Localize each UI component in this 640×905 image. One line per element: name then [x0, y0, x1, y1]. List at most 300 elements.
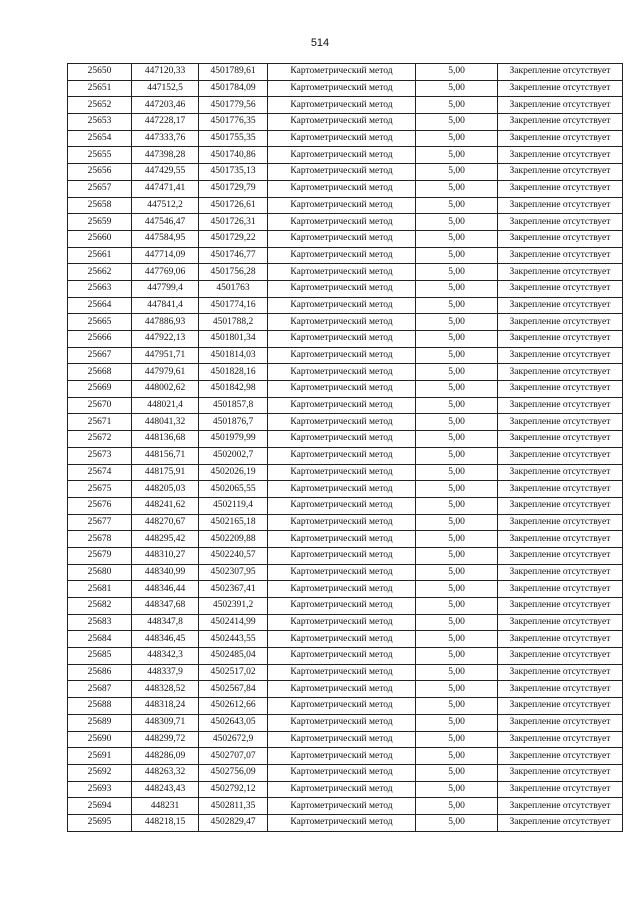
method-cell: Картометрический метод — [268, 514, 416, 531]
table-row — [68, 514, 623, 531]
point-number-cell: 25680 — [68, 564, 132, 581]
x-coordinate-cell: 448270,67 — [132, 514, 199, 531]
method-cell: Картометрический метод — [268, 414, 416, 431]
fixation-cell: Закрепление отсутствует — [498, 397, 623, 414]
table-row — [68, 331, 623, 348]
point-number-cell: 25681 — [68, 581, 132, 598]
fixation-cell: Закрепление отсутствует — [498, 614, 623, 631]
point-number-cell: 25675 — [68, 481, 132, 498]
point-number-cell: 25676 — [68, 497, 132, 514]
y-coordinate-cell: 4501801,34 — [199, 331, 268, 348]
fixation-cell: Закрепление отсутствует — [498, 114, 623, 131]
y-coordinate-cell: 4501788,2 — [199, 314, 268, 331]
x-coordinate-cell: 448295,42 — [132, 531, 199, 548]
method-cell: Картометрический метод — [268, 464, 416, 481]
point-number-cell: 25688 — [68, 698, 132, 715]
y-coordinate-cell: 4501726,61 — [199, 197, 268, 214]
point-number-cell: 25658 — [68, 197, 132, 214]
table-row — [68, 814, 623, 831]
x-coordinate-cell: 447228,17 — [132, 114, 199, 131]
x-coordinate-cell: 447799,4 — [132, 280, 199, 297]
table-row — [68, 297, 623, 314]
accuracy-cell: 5,00 — [416, 447, 498, 464]
point-number-cell: 25678 — [68, 531, 132, 548]
y-coordinate-cell: 4501784,09 — [199, 80, 268, 97]
table-row — [68, 764, 623, 781]
accuracy-cell: 5,00 — [416, 381, 498, 398]
method-cell: Картометрический метод — [268, 214, 416, 231]
fixation-cell: Закрепление отсутствует — [498, 731, 623, 748]
method-cell: Картометрический метод — [268, 230, 416, 247]
accuracy-cell: 5,00 — [416, 581, 498, 598]
y-coordinate-cell: 4502002,7 — [199, 447, 268, 464]
table-row — [68, 130, 623, 147]
point-number-cell: 25679 — [68, 547, 132, 564]
table-row — [68, 581, 623, 598]
y-coordinate-cell: 4501876,7 — [199, 414, 268, 431]
point-number-cell: 25657 — [68, 180, 132, 197]
accuracy-cell: 5,00 — [416, 64, 498, 81]
x-coordinate-cell: 447333,76 — [132, 130, 199, 147]
accuracy-cell: 5,00 — [416, 531, 498, 548]
method-cell: Картометрический метод — [268, 331, 416, 348]
accuracy-cell: 5,00 — [416, 314, 498, 331]
y-coordinate-cell: 4501842,98 — [199, 381, 268, 398]
table-row — [68, 547, 623, 564]
accuracy-cell: 5,00 — [416, 614, 498, 631]
fixation-cell: Закрепление отсутствует — [498, 364, 623, 381]
x-coordinate-cell: 448347,8 — [132, 614, 199, 631]
fixation-cell: Закрепление отсутствует — [498, 431, 623, 448]
method-cell: Картометрический метод — [268, 731, 416, 748]
fixation-cell: Закрепление отсутствует — [498, 414, 623, 431]
method-cell: Картометрический метод — [268, 531, 416, 548]
table-row — [68, 197, 623, 214]
accuracy-cell: 5,00 — [416, 481, 498, 498]
method-cell: Картометрический метод — [268, 247, 416, 264]
y-coordinate-cell: 4501756,28 — [199, 264, 268, 281]
method-cell: Картометрический метод — [268, 814, 416, 831]
method-cell: Картометрический метод — [268, 347, 416, 364]
method-cell: Картометрический метод — [268, 481, 416, 498]
method-cell: Картометрический метод — [268, 598, 416, 615]
point-number-cell: 25661 — [68, 247, 132, 264]
y-coordinate-cell: 4502672,9 — [199, 731, 268, 748]
fixation-cell: Закрепление отсутствует — [498, 664, 623, 681]
method-cell: Картометрический метод — [268, 714, 416, 731]
point-number-cell: 25685 — [68, 648, 132, 665]
fixation-cell: Закрепление отсутствует — [498, 331, 623, 348]
method-cell: Картометрический метод — [268, 297, 416, 314]
x-coordinate-cell: 448347,68 — [132, 598, 199, 615]
table-row — [68, 531, 623, 548]
point-number-cell: 25663 — [68, 280, 132, 297]
method-cell: Картометрический метод — [268, 781, 416, 798]
x-coordinate-cell: 448342,3 — [132, 648, 199, 665]
accuracy-cell: 5,00 — [416, 798, 498, 815]
method-cell: Картометрический метод — [268, 648, 416, 665]
x-coordinate-cell: 448175,91 — [132, 464, 199, 481]
y-coordinate-cell: 4502209,88 — [199, 531, 268, 548]
x-coordinate-cell: 448310,27 — [132, 547, 199, 564]
accuracy-cell: 5,00 — [416, 681, 498, 698]
fixation-cell: Закрепление отсутствует — [498, 514, 623, 531]
y-coordinate-cell: 4501726,31 — [199, 214, 268, 231]
y-coordinate-cell: 4502391,2 — [199, 598, 268, 615]
y-coordinate-cell: 4502517,02 — [199, 664, 268, 681]
table-row — [68, 97, 623, 114]
point-number-cell: 25652 — [68, 97, 132, 114]
method-cell: Картометрический метод — [268, 364, 416, 381]
y-coordinate-cell: 4502567,84 — [199, 681, 268, 698]
method-cell: Картометрический метод — [268, 581, 416, 598]
fixation-cell: Закрепление отсутствует — [498, 564, 623, 581]
method-cell: Картометрический метод — [268, 397, 416, 414]
table-row — [68, 414, 623, 431]
accuracy-cell: 5,00 — [416, 147, 498, 164]
table-row — [68, 464, 623, 481]
method-cell: Картометрический метод — [268, 798, 416, 815]
accuracy-cell: 5,00 — [416, 648, 498, 665]
x-coordinate-cell: 448286,09 — [132, 748, 199, 765]
accuracy-cell: 5,00 — [416, 180, 498, 197]
table-row — [68, 114, 623, 131]
x-coordinate-cell: 448340,99 — [132, 564, 199, 581]
point-number-cell: 25693 — [68, 781, 132, 798]
accuracy-cell: 5,00 — [416, 230, 498, 247]
y-coordinate-cell: 4501776,35 — [199, 114, 268, 131]
method-cell: Картометрический метод — [268, 698, 416, 715]
y-coordinate-cell: 4501740,86 — [199, 147, 268, 164]
x-coordinate-cell: 447429,55 — [132, 164, 199, 181]
table-row — [68, 147, 623, 164]
x-coordinate-cell: 447951,71 — [132, 347, 199, 364]
table-row — [68, 364, 623, 381]
accuracy-cell: 5,00 — [416, 497, 498, 514]
fixation-cell: Закрепление отсутствует — [498, 264, 623, 281]
fixation-cell: Закрепление отсутствует — [498, 164, 623, 181]
table-row — [68, 64, 623, 81]
point-number-cell: 25682 — [68, 598, 132, 615]
y-coordinate-cell: 4501857,8 — [199, 397, 268, 414]
fixation-cell: Закрепление отсутствует — [498, 247, 623, 264]
fixation-cell: Закрепление отсутствует — [498, 464, 623, 481]
point-number-cell: 25668 — [68, 364, 132, 381]
x-coordinate-cell: 448328,52 — [132, 681, 199, 698]
point-number-cell: 25673 — [68, 447, 132, 464]
coordinates-table — [67, 63, 623, 832]
point-number-cell: 25669 — [68, 381, 132, 398]
table-row — [68, 648, 623, 665]
method-cell: Картометрический метод — [268, 97, 416, 114]
accuracy-cell: 5,00 — [416, 598, 498, 615]
accuracy-cell: 5,00 — [416, 97, 498, 114]
x-coordinate-cell: 447120,33 — [132, 64, 199, 81]
method-cell: Картометрический метод — [268, 764, 416, 781]
table-row — [68, 598, 623, 615]
fixation-cell: Закрепление отсутствует — [498, 598, 623, 615]
accuracy-cell: 5,00 — [416, 247, 498, 264]
point-number-cell: 25651 — [68, 80, 132, 97]
y-coordinate-cell: 4501755,35 — [199, 130, 268, 147]
fixation-cell: Закрепление отсутствует — [498, 347, 623, 364]
y-coordinate-cell: 4502119,4 — [199, 497, 268, 514]
fixation-cell: Закрепление отсутствует — [498, 214, 623, 231]
coordinates-table-body — [68, 64, 623, 832]
x-coordinate-cell: 448241,62 — [132, 497, 199, 514]
accuracy-cell: 5,00 — [416, 731, 498, 748]
method-cell: Картометрический метод — [268, 180, 416, 197]
point-number-cell: 25665 — [68, 314, 132, 331]
y-coordinate-cell: 4501828,16 — [199, 364, 268, 381]
point-number-cell: 25672 — [68, 431, 132, 448]
table-row — [68, 447, 623, 464]
table-row — [68, 698, 623, 715]
method-cell: Картометрический метод — [268, 314, 416, 331]
fixation-cell: Закрепление отсутствует — [498, 748, 623, 765]
accuracy-cell: 5,00 — [416, 197, 498, 214]
y-coordinate-cell: 4501789,61 — [199, 64, 268, 81]
fixation-cell: Закрепление отсутствует — [498, 581, 623, 598]
fixation-cell: Закрепление отсутствует — [498, 381, 623, 398]
method-cell: Картометрический метод — [268, 280, 416, 297]
point-number-cell: 25690 — [68, 731, 132, 748]
method-cell: Картометрический метод — [268, 147, 416, 164]
method-cell: Картометрический метод — [268, 748, 416, 765]
method-cell: Картометрический метод — [268, 547, 416, 564]
table-row — [68, 280, 623, 297]
fixation-cell: Закрепление отсутствует — [498, 130, 623, 147]
method-cell: Картометрический метод — [268, 64, 416, 81]
fixation-cell: Закрепление отсутствует — [498, 447, 623, 464]
table-row — [68, 681, 623, 698]
method-cell: Картометрический метод — [268, 431, 416, 448]
x-coordinate-cell: 447512,2 — [132, 197, 199, 214]
x-coordinate-cell: 448136,68 — [132, 431, 199, 448]
accuracy-cell: 5,00 — [416, 764, 498, 781]
point-number-cell: 25667 — [68, 347, 132, 364]
accuracy-cell: 5,00 — [416, 397, 498, 414]
x-coordinate-cell: 447922,13 — [132, 331, 199, 348]
accuracy-cell: 5,00 — [416, 748, 498, 765]
accuracy-cell: 5,00 — [416, 464, 498, 481]
table-row — [68, 314, 623, 331]
accuracy-cell: 5,00 — [416, 130, 498, 147]
y-coordinate-cell: 4502485,04 — [199, 648, 268, 665]
page-number: 514 — [310, 37, 330, 49]
fixation-cell: Закрепление отсутствует — [498, 714, 623, 731]
x-coordinate-cell: 447841,4 — [132, 297, 199, 314]
table-row — [68, 564, 623, 581]
y-coordinate-cell: 4501729,22 — [199, 230, 268, 247]
accuracy-cell: 5,00 — [416, 781, 498, 798]
y-coordinate-cell: 4502756,09 — [199, 764, 268, 781]
method-cell: Картометрический метод — [268, 681, 416, 698]
fixation-cell: Закрепление отсутствует — [498, 764, 623, 781]
point-number-cell: 25694 — [68, 798, 132, 815]
accuracy-cell: 5,00 — [416, 547, 498, 564]
y-coordinate-cell: 4502829,47 — [199, 814, 268, 831]
y-coordinate-cell: 4502026,19 — [199, 464, 268, 481]
y-coordinate-cell: 4501979,99 — [199, 431, 268, 448]
point-number-cell: 25677 — [68, 514, 132, 531]
table-row — [68, 214, 623, 231]
table-row — [68, 714, 623, 731]
point-number-cell: 25666 — [68, 331, 132, 348]
table-row — [68, 230, 623, 247]
y-coordinate-cell: 4502367,41 — [199, 581, 268, 598]
point-number-cell: 25671 — [68, 414, 132, 431]
accuracy-cell: 5,00 — [416, 564, 498, 581]
y-coordinate-cell: 4502792,12 — [199, 781, 268, 798]
x-coordinate-cell: 447471,41 — [132, 180, 199, 197]
fixation-cell: Закрепление отсутствует — [498, 314, 623, 331]
table-row — [68, 80, 623, 97]
fixation-cell: Закрепление отсутствует — [498, 798, 623, 815]
accuracy-cell: 5,00 — [416, 164, 498, 181]
fixation-cell: Закрепление отсутствует — [498, 547, 623, 564]
y-coordinate-cell: 4502707,07 — [199, 748, 268, 765]
x-coordinate-cell: 448318,24 — [132, 698, 199, 715]
x-coordinate-cell: 448218,15 — [132, 814, 199, 831]
x-coordinate-cell: 448243,43 — [132, 781, 199, 798]
x-coordinate-cell: 448021,4 — [132, 397, 199, 414]
y-coordinate-cell: 4501814,03 — [199, 347, 268, 364]
method-cell: Картометрический метод — [268, 130, 416, 147]
y-coordinate-cell: 4502165,18 — [199, 514, 268, 531]
method-cell: Картометрический метод — [268, 197, 416, 214]
fixation-cell: Закрепление отсутствует — [498, 631, 623, 648]
table-row — [68, 247, 623, 264]
fixation-cell: Закрепление отсутствует — [498, 97, 623, 114]
x-coordinate-cell: 448263,32 — [132, 764, 199, 781]
accuracy-cell: 5,00 — [416, 347, 498, 364]
method-cell: Картометрический метод — [268, 114, 416, 131]
table-row — [68, 614, 623, 631]
fixation-cell: Закрепление отсутствует — [498, 481, 623, 498]
y-coordinate-cell: 4502612,66 — [199, 698, 268, 715]
x-coordinate-cell: 448346,44 — [132, 581, 199, 598]
accuracy-cell: 5,00 — [416, 114, 498, 131]
accuracy-cell: 5,00 — [416, 514, 498, 531]
table-row — [68, 497, 623, 514]
table-row — [68, 481, 623, 498]
point-number-cell: 25695 — [68, 814, 132, 831]
point-number-cell: 25660 — [68, 230, 132, 247]
point-number-cell: 25689 — [68, 714, 132, 731]
table-row — [68, 431, 623, 448]
accuracy-cell: 5,00 — [416, 714, 498, 731]
accuracy-cell: 5,00 — [416, 431, 498, 448]
point-number-cell: 25664 — [68, 297, 132, 314]
accuracy-cell: 5,00 — [416, 264, 498, 281]
x-coordinate-cell: 447979,61 — [132, 364, 199, 381]
fixation-cell: Закрепление отсутствует — [498, 230, 623, 247]
y-coordinate-cell: 4502443,55 — [199, 631, 268, 648]
accuracy-cell: 5,00 — [416, 331, 498, 348]
table-row — [68, 631, 623, 648]
x-coordinate-cell: 448337,9 — [132, 664, 199, 681]
table-row — [68, 664, 623, 681]
x-coordinate-cell: 448309,71 — [132, 714, 199, 731]
method-cell: Картометрический метод — [268, 614, 416, 631]
table-row — [68, 731, 623, 748]
accuracy-cell: 5,00 — [416, 631, 498, 648]
fixation-cell: Закрепление отсутствует — [498, 681, 623, 698]
y-coordinate-cell: 4501779,56 — [199, 97, 268, 114]
x-coordinate-cell: 447886,93 — [132, 314, 199, 331]
y-coordinate-cell: 4501735,13 — [199, 164, 268, 181]
fixation-cell: Закрепление отсутствует — [498, 180, 623, 197]
method-cell: Картометрический метод — [268, 164, 416, 181]
accuracy-cell: 5,00 — [416, 664, 498, 681]
x-coordinate-cell: 447398,28 — [132, 147, 199, 164]
fixation-cell: Закрепление отсутствует — [498, 648, 623, 665]
point-number-cell: 25653 — [68, 114, 132, 131]
x-coordinate-cell: 448205,03 — [132, 481, 199, 498]
x-coordinate-cell: 448346,45 — [132, 631, 199, 648]
table-row — [68, 381, 623, 398]
x-coordinate-cell: 447584,95 — [132, 230, 199, 247]
method-cell: Картометрический метод — [268, 447, 416, 464]
fixation-cell: Закрепление отсутствует — [498, 781, 623, 798]
accuracy-cell: 5,00 — [416, 297, 498, 314]
table-row — [68, 164, 623, 181]
x-coordinate-cell: 448299,72 — [132, 731, 199, 748]
method-cell: Картометрический метод — [268, 631, 416, 648]
y-coordinate-cell: 4501746,77 — [199, 247, 268, 264]
y-coordinate-cell: 4501729,79 — [199, 180, 268, 197]
method-cell: Картометрический метод — [268, 80, 416, 97]
point-number-cell: 25683 — [68, 614, 132, 631]
accuracy-cell: 5,00 — [416, 214, 498, 231]
point-number-cell: 25656 — [68, 164, 132, 181]
x-coordinate-cell: 448002,62 — [132, 381, 199, 398]
x-coordinate-cell: 447203,46 — [132, 97, 199, 114]
fixation-cell: Закрепление отсутствует — [498, 814, 623, 831]
method-cell: Картометрический метод — [268, 564, 416, 581]
method-cell: Картометрический метод — [268, 264, 416, 281]
method-cell: Картометрический метод — [268, 664, 416, 681]
x-coordinate-cell: 447152,5 — [132, 80, 199, 97]
y-coordinate-cell: 4501774,16 — [199, 297, 268, 314]
fixation-cell: Закрепление отсутствует — [498, 497, 623, 514]
x-coordinate-cell: 448231 — [132, 798, 199, 815]
accuracy-cell: 5,00 — [416, 280, 498, 297]
table-row — [68, 397, 623, 414]
point-number-cell: 25691 — [68, 748, 132, 765]
table-row — [68, 798, 623, 815]
table-row — [68, 180, 623, 197]
fixation-cell: Закрепление отсутствует — [498, 531, 623, 548]
x-coordinate-cell: 447546,47 — [132, 214, 199, 231]
y-coordinate-cell: 4501763 — [199, 280, 268, 297]
point-number-cell: 25662 — [68, 264, 132, 281]
y-coordinate-cell: 4502307,95 — [199, 564, 268, 581]
table-row — [68, 781, 623, 798]
y-coordinate-cell: 4502643,05 — [199, 714, 268, 731]
fixation-cell: Закрепление отсутствует — [498, 197, 623, 214]
accuracy-cell: 5,00 — [416, 414, 498, 431]
fixation-cell: Закрепление отсутствует — [498, 280, 623, 297]
y-coordinate-cell: 4502065,55 — [199, 481, 268, 498]
method-cell: Картометрический метод — [268, 497, 416, 514]
accuracy-cell: 5,00 — [416, 814, 498, 831]
point-number-cell: 25692 — [68, 764, 132, 781]
point-number-cell: 25655 — [68, 147, 132, 164]
table-row — [68, 748, 623, 765]
point-number-cell: 25686 — [68, 664, 132, 681]
